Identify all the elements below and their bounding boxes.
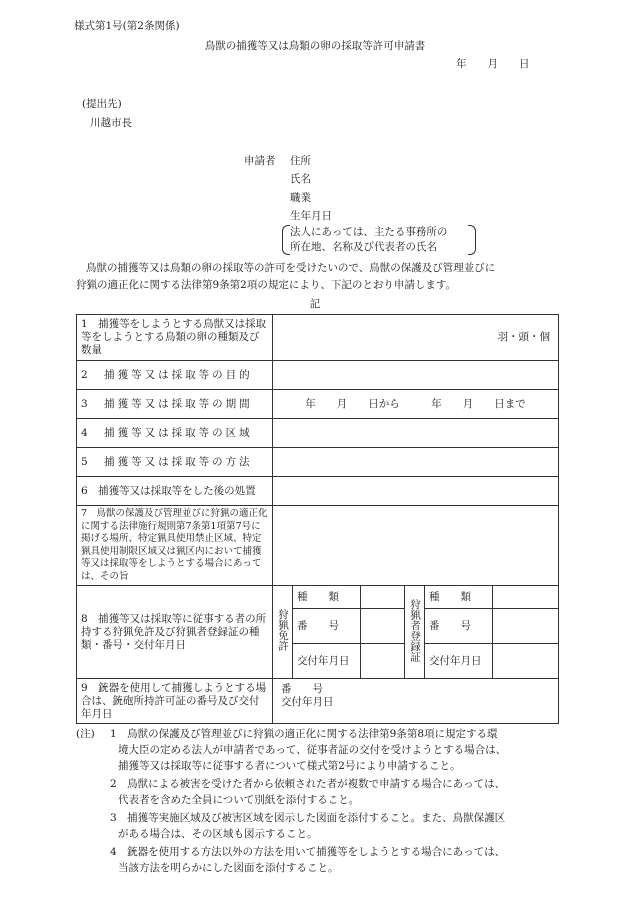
row9-label: 9 銃器を使用して捕獲しようとする場合は、銃砲所持許可証の番号及び交付年月日 bbox=[77, 679, 273, 724]
row7-value[interactable] bbox=[273, 506, 559, 586]
note1-line3: 捕獲等又は採取等に従事する者について様式第2号により申請すること。 bbox=[118, 760, 461, 772]
hunting-license-label: 狩猟免許 bbox=[273, 586, 293, 679]
row-species bbox=[77, 315, 559, 361]
note1-line2: 境大臣の定める法人が申請者であって、従事者証の交付を受けようとする場合は、 bbox=[118, 744, 507, 756]
date-line: 年 月 日 bbox=[456, 58, 530, 70]
registration-type-label: 種 類 bbox=[425, 586, 493, 609]
registration-issue-date-value[interactable] bbox=[493, 644, 559, 679]
row3-label: 3 捕獲等又は採取等の期間 bbox=[77, 390, 273, 419]
note4-line1: 4 銃器を使用する方法以外の方法を用いて捕獲等をしようとする場合にあっては、 bbox=[110, 846, 506, 858]
row3-value[interactable]: 年 月 日から 年 月 日まで bbox=[273, 390, 559, 419]
row2-label: 2 捕獲等又は採取等の目的 bbox=[77, 361, 273, 390]
applicant-birthdate-label: 生年月日 bbox=[290, 210, 332, 222]
intro-line1: 鳥獣の捕獲等又は鳥類の卵の採取等の許可を受けたいので、鳥獣の保護及び管理並びに bbox=[86, 262, 496, 274]
registration-number-value[interactable] bbox=[493, 609, 559, 644]
note2-line1: 2 鳥獣による被害を受けた者から依頼された者が複数で申請する場合にあっては、 bbox=[110, 778, 506, 790]
row5-value[interactable] bbox=[273, 448, 559, 477]
license-type-value[interactable] bbox=[361, 586, 405, 609]
applicant-address-label: 住所 bbox=[290, 155, 311, 167]
applicant-occupation-label: 職業 bbox=[290, 192, 311, 204]
intro-line2: 狩猟の適正化に関する法律第9条第2項の規定により、下記のとおり申請します。 bbox=[76, 279, 457, 291]
applicant-label: 申請者 bbox=[244, 155, 276, 167]
registration-number-label: 番 号 bbox=[425, 609, 493, 644]
hunter-registration-label: 狩猟者登録証 bbox=[405, 586, 425, 679]
row6-label: 6 捕獲等又は採取等をした後の処置 bbox=[77, 477, 273, 506]
row9-value[interactable] bbox=[273, 679, 559, 724]
row-period bbox=[77, 390, 559, 419]
note1-line1: 1 鳥獣の保護及び管理並びに狩猟の適正化に関する法律第9条第8項に規定する環 bbox=[110, 728, 498, 740]
form-number: 様式第1号(第2条関係) bbox=[74, 20, 180, 32]
note2-line2: 代表者を含めた全員について別紙を添付すること。 bbox=[118, 794, 360, 806]
row6-value[interactable] bbox=[273, 477, 559, 506]
row5-label: 5 捕獲等又は採取等の方法 bbox=[77, 448, 273, 477]
license-number-label: 番 号 bbox=[293, 609, 361, 644]
submit-to: 川越市長 bbox=[90, 117, 132, 129]
registration-type-value[interactable] bbox=[493, 586, 559, 609]
license-number-value[interactable] bbox=[361, 609, 405, 644]
row-area bbox=[77, 419, 559, 448]
row-license-type bbox=[77, 586, 559, 609]
ki-label: 記 bbox=[309, 298, 321, 310]
license-type-label: 種 類 bbox=[293, 586, 361, 609]
note4-line2: 当該方法を明らかにした図面を添付すること。 bbox=[118, 862, 339, 874]
row1-label: 1 捕獲等をしようとする鳥獣又は採取等をしようとする鳥類の卵の種類及び数量 bbox=[77, 315, 273, 361]
license-issue-date-label: 交付年月日 bbox=[293, 644, 361, 679]
corporate-note-right-bracket bbox=[468, 225, 476, 255]
row-firearm bbox=[77, 679, 559, 724]
firearm-issue-date-label: 交付年月日 bbox=[281, 696, 334, 708]
note3-line1: 3 捕獲等実施区域及び被害区域を図示した図面を添付すること。また、鳥獣保護区 bbox=[110, 812, 506, 824]
row2-value[interactable] bbox=[273, 361, 559, 390]
row7-label: 7 鳥獣の保護及び管理並びに狩猟の適正化に関する法律施行規則第7条第1項第7号に掲げる場所、特定猟具使用禁止区域、特定猟具使用制限区域又は猟区内において捕獲等又は採取等をしようとする場合にあっては、その旨 bbox=[77, 506, 273, 586]
page-title: 鳥獣の捕獲等又は鳥類の卵の採取等許可申請書 bbox=[204, 40, 426, 52]
corporate-note-line2: 所在地、名称及び代表者の氏名 bbox=[290, 241, 437, 253]
row-restricted-area bbox=[77, 506, 559, 586]
row-method bbox=[77, 448, 559, 477]
row-disposal bbox=[77, 477, 559, 506]
license-issue-date-value[interactable] bbox=[361, 644, 405, 679]
corporate-note-line1: 法人にあっては、主たる事務所の bbox=[290, 226, 448, 238]
notes-label: (注) bbox=[76, 728, 95, 740]
registration-issue-date-label: 交付年月日 bbox=[425, 644, 493, 679]
note3-line2: がある場合は、その区域も図示すること。 bbox=[118, 828, 318, 840]
row4-label: 4 捕獲等又は採取等の区域 bbox=[77, 419, 273, 448]
row1-unit[interactable]: 羽・頭・個 bbox=[273, 315, 559, 361]
firearm-number-label: 番 号 bbox=[281, 683, 323, 695]
application-table bbox=[76, 314, 559, 724]
corporate-note-left-bracket bbox=[282, 225, 290, 255]
row4-value[interactable] bbox=[273, 419, 559, 448]
row-purpose bbox=[77, 361, 559, 390]
row8-label: 8 捕獲等又は採取等に従事する者の所持する狩猟免許及び狩猟者登録証の種類・番号・交付年月日 bbox=[77, 586, 273, 679]
applicant-name-label: 氏名 bbox=[290, 173, 311, 185]
submit-to-label: (提出先) bbox=[82, 98, 122, 110]
